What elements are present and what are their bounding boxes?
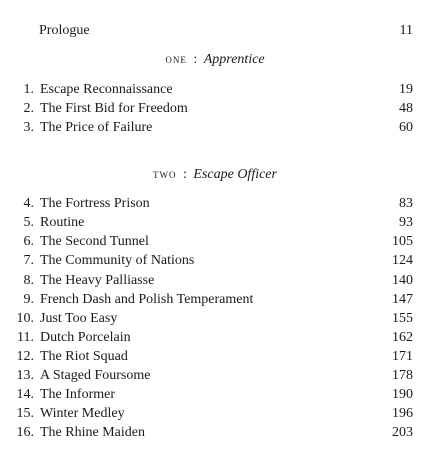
chapter-title: French Dash and Polish Temperament — [40, 292, 254, 307]
chapter-page: 140 — [392, 273, 413, 288]
part-ordinal: two — [153, 166, 177, 181]
chapter-page: 155 — [392, 311, 413, 326]
chapter-title: Dutch Porcelain — [40, 330, 131, 345]
chapter-title: The Fortress Prison — [40, 196, 150, 211]
toc-entry — [0, 272, 430, 290]
chapter-page: 190 — [392, 387, 413, 402]
part-heading-one — [0, 50, 430, 68]
toc-entry — [0, 81, 430, 99]
chapter-title: The Informer — [40, 387, 116, 402]
part-separator: : — [193, 52, 198, 67]
chapter-page: 105 — [392, 234, 413, 249]
chapter-number: 6. — [23, 234, 34, 249]
chapter-title: The Price of Failure — [40, 120, 153, 135]
chapter-number: 13. — [16, 368, 34, 383]
chapter-number: 16. — [16, 425, 34, 440]
chapter-number: 7. — [23, 253, 34, 268]
chapter-title: The First Bid for Freedom — [40, 101, 188, 116]
part-name: Apprentice — [203, 52, 265, 67]
chapter-page: 203 — [392, 425, 413, 440]
chapter-number: 15. — [16, 406, 34, 421]
toc-entry-page: 11 — [399, 23, 413, 38]
chapter-number: 10. — [16, 311, 34, 326]
chapter-page: 19 — [399, 82, 413, 97]
chapter-title: The Riot Squad — [40, 349, 128, 364]
chapter-title: The Community of Nations — [40, 253, 195, 268]
part-heading-two — [0, 165, 430, 183]
part-ordinal: one — [165, 51, 187, 66]
chapter-page: 162 — [392, 330, 413, 345]
toc-entry — [0, 348, 430, 366]
chapter-number: 2. — [23, 101, 34, 116]
chapter-title: Routine — [40, 215, 85, 230]
chapter-title: The Second Tunnel — [40, 234, 149, 249]
toc-entry — [0, 100, 430, 118]
chapter-page: 83 — [399, 196, 413, 211]
toc-entry — [0, 386, 430, 404]
chapter-number: 8. — [23, 273, 34, 288]
chapter-number: 11. — [17, 330, 34, 345]
chapter-title: The Heavy Palliasse — [40, 273, 155, 288]
toc-entry — [0, 252, 430, 270]
chapter-number: 4. — [23, 196, 34, 211]
toc-entry — [0, 214, 430, 232]
chapter-page: 124 — [392, 253, 413, 268]
toc-entry-prologue — [0, 22, 430, 40]
chapter-page: 60 — [399, 120, 413, 135]
toc-entry — [0, 310, 430, 328]
toc-entry — [0, 367, 430, 385]
chapter-page: 171 — [392, 349, 413, 364]
toc-entry — [0, 424, 430, 442]
chapter-title: Winter Medley — [40, 406, 125, 421]
part-name: Escape Officer — [193, 167, 277, 182]
chapter-number: 5. — [23, 215, 34, 230]
toc-entry — [0, 233, 430, 251]
chapter-title: Just Too Easy — [40, 311, 118, 326]
toc-entry — [0, 195, 430, 213]
toc-entry — [0, 119, 430, 137]
toc-entry — [0, 329, 430, 347]
part-separator: : — [183, 167, 187, 182]
toc-entry-title: Prologue — [39, 23, 90, 38]
chapter-number: 3. — [23, 120, 34, 135]
chapter-title: Escape Reconnaissance — [40, 82, 173, 97]
toc-entry — [0, 405, 430, 423]
chapter-number: 12. — [16, 349, 34, 364]
chapter-number: 1. — [23, 82, 34, 97]
chapter-title: The Rhine Maiden — [40, 425, 145, 440]
chapter-number: 9. — [23, 292, 34, 307]
chapter-number: 14. — [16, 387, 34, 402]
chapter-page: 147 — [392, 292, 413, 307]
chapter-page: 48 — [399, 101, 413, 116]
chapter-title: A Staged Foursome — [40, 368, 151, 383]
chapter-page: 196 — [392, 406, 413, 421]
toc-entry — [0, 291, 430, 309]
chapter-page: 93 — [399, 215, 413, 230]
chapter-page: 178 — [392, 368, 413, 383]
